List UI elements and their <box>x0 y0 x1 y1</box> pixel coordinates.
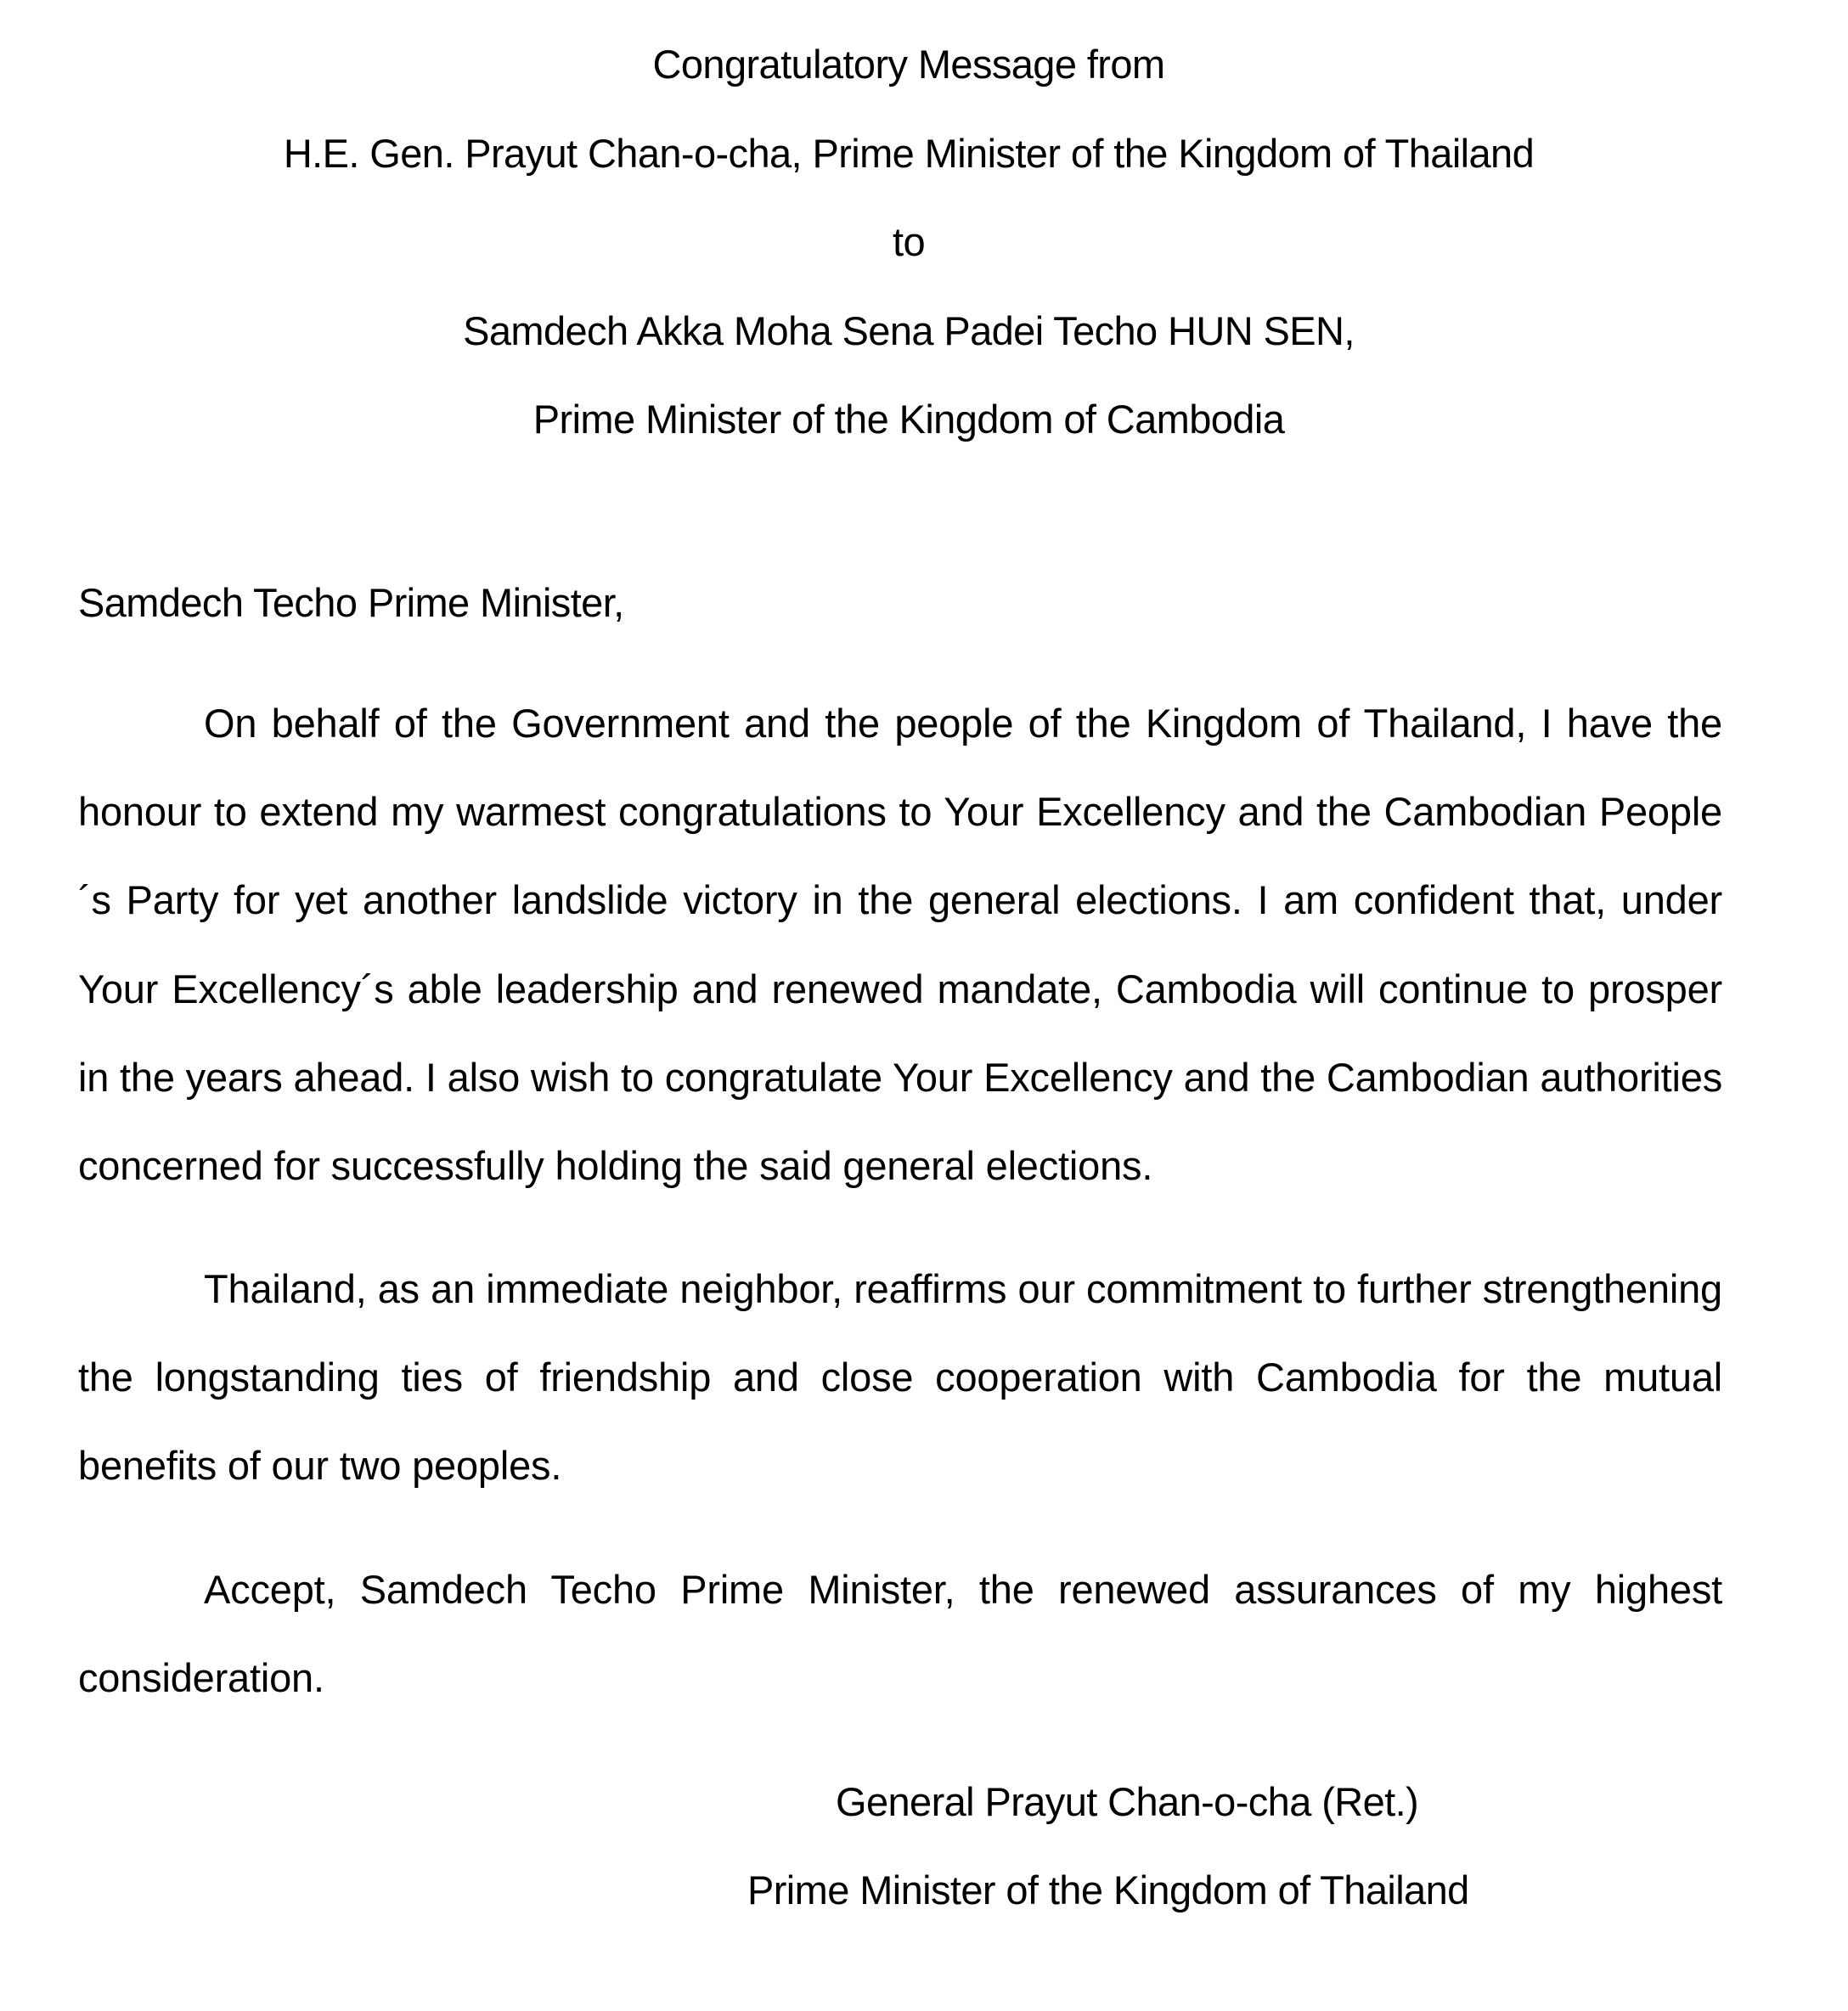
paragraph-text: On behalf of the Government and the people of the Kingdom of Thailand, I have the honour to extend my warmest congratulations to Your Excellency and the Cambodian People´s Party for yet another landslide victory in the general elections. I am confident that, under Your Excellency´s able leadership and renewed mandate, Cambodia will continue to prosper in the years ahead. I also wish to congratulate Your Excellency and the Cambodian authorities concerned for successfully holding the said general elections. <box>78 701 1722 1189</box>
heading-recipient-name: Samdech Akka Moha Sena Padei Techo HUN SEN, <box>463 307 1355 353</box>
heading-title: Congratulatory Message from <box>652 42 1165 87</box>
heading-recipient-title: Prime Minister of the Kingdom of Cambodia <box>532 397 1285 442</box>
body-paragraph-3 <box>78 1546 1722 1722</box>
signature-name: General Prayut Chan-o-cha (Ret.) <box>836 1779 1419 1824</box>
paragraph-text: Thailand, as an immediate neighbor, reaffirms our commitment to further strengthening the longstanding ties of friendship and close cooperation with Cambodia for the mutual benefits of our two peoples. <box>78 1266 1722 1489</box>
heading-sender: H.E. Gen. Prayut Chan-o-cha, Prime Minister of the Kingdom of Thailand <box>283 130 1535 176</box>
letter-heading <box>0 20 1817 465</box>
heading-to: to <box>893 219 925 264</box>
body-paragraph-1 <box>78 679 1722 1210</box>
body-paragraph-2 <box>78 1245 1722 1511</box>
paragraph-text: Accept, Samdech Techo Prime Minister, the renewed assurances of my highest consideration. <box>78 1567 1722 1701</box>
salutation: Samdech Techo Prime Minister, <box>78 580 624 625</box>
signature-title: Prime Minister of the Kingdom of Thailand <box>747 1867 1469 1912</box>
